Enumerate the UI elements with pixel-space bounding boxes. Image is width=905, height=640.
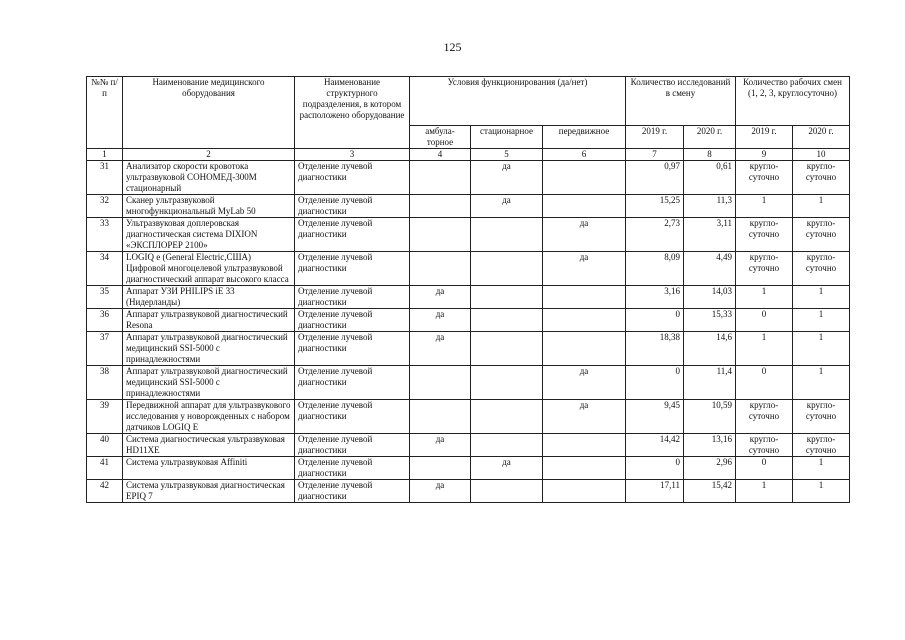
- header-studies-count: Количество исследований в смену: [626, 77, 736, 126]
- row-number: 41: [87, 457, 123, 480]
- cond-ambulatory: да: [410, 286, 471, 309]
- cond-stationary: [471, 480, 543, 503]
- cond-mobile: [543, 434, 626, 457]
- studies-2019: 18,38: [626, 332, 684, 366]
- equipment-name: Аппарат ультразвуковой диагностический Resona: [123, 309, 295, 332]
- studies-2020: 3,11: [684, 218, 736, 252]
- equipment-name: Система ультразвуковая диагностическая EPIQ 7: [123, 480, 295, 503]
- cond-stationary: [471, 332, 543, 366]
- cond-stationary: [471, 366, 543, 400]
- column-number: 3: [295, 149, 410, 161]
- studies-2020: 11,3: [684, 195, 736, 218]
- cond-stationary: да: [471, 195, 543, 218]
- equipment-name: Сканер ультразвуковой многофункциональный MyLab 50: [123, 195, 295, 218]
- cond-mobile: [543, 457, 626, 480]
- table-row: [87, 434, 850, 457]
- table-row: [87, 161, 850, 195]
- column-numbers-row: [87, 149, 850, 161]
- shifts-2019: кругло-суточно: [736, 161, 793, 195]
- cond-mobile: [543, 195, 626, 218]
- unit-name: Отделение лучевой диагностики: [295, 400, 410, 434]
- shifts-2020: 1: [793, 332, 850, 366]
- cond-ambulatory: [410, 195, 471, 218]
- header-unit-name: Наименование структурного подразделения, в котором расположено оборудование: [295, 77, 410, 149]
- table-row: [87, 309, 850, 332]
- studies-2019: 2,73: [626, 218, 684, 252]
- header-equipment-name: Наименование медицинского оборудования: [123, 77, 295, 149]
- shifts-2020: 1: [793, 195, 850, 218]
- header-studies-2020: 2020 г.: [684, 126, 736, 149]
- row-number: 32: [87, 195, 123, 218]
- cond-stationary: да: [471, 457, 543, 480]
- studies-2019: 0,97: [626, 161, 684, 195]
- cond-mobile: [543, 332, 626, 366]
- shifts-2019: 1: [736, 332, 793, 366]
- row-number: 40: [87, 434, 123, 457]
- shifts-2019: кругло-суточно: [736, 400, 793, 434]
- cond-mobile: [543, 309, 626, 332]
- row-number: 35: [87, 286, 123, 309]
- column-number: 6: [543, 149, 626, 161]
- table-row: [87, 195, 850, 218]
- equipment-name: Система ультразвуковая Affiniti: [123, 457, 295, 480]
- unit-name: Отделение лучевой диагностики: [295, 195, 410, 218]
- cond-stationary: [471, 286, 543, 309]
- header-studies-2019: 2019 г.: [626, 126, 684, 149]
- shifts-2020: 1: [793, 366, 850, 400]
- studies-2020: 10,59: [684, 400, 736, 434]
- column-number: 4: [410, 149, 471, 161]
- studies-2019: 8,09: [626, 252, 684, 286]
- equipment-name: Система диагностическая ультразвуковая HD11XE: [123, 434, 295, 457]
- equipment-name: Ультразвуковая доплеровская диагностическая система DIXION «ЭКСПЛОРЕР 2100»: [123, 218, 295, 252]
- table-row: [87, 286, 850, 309]
- cond-mobile: [543, 286, 626, 309]
- cond-ambulatory: [410, 218, 471, 252]
- equipment-name: Передвижной аппарат для ультразвукового исследования у новорожденных с набором датчиков LOGIQ E: [123, 400, 295, 434]
- cond-stationary: да: [471, 161, 543, 195]
- cond-mobile: [543, 480, 626, 503]
- cond-ambulatory: [410, 400, 471, 434]
- studies-2020: 15,33: [684, 309, 736, 332]
- shifts-2020: кругло-суточно: [793, 161, 850, 195]
- shifts-2019: кругло-суточно: [736, 434, 793, 457]
- page-number: 125: [443, 40, 462, 54]
- shifts-2020: 1: [793, 286, 850, 309]
- studies-2019: 14,42: [626, 434, 684, 457]
- cond-stationary: [471, 309, 543, 332]
- shifts-2020: 1: [793, 457, 850, 480]
- studies-2020: 15,42: [684, 480, 736, 503]
- header-shifts-2019: 2019 г.: [736, 126, 793, 149]
- unit-name: Отделение лучевой диагностики: [295, 366, 410, 400]
- cond-stationary: [471, 434, 543, 457]
- header-shifts-count: Количество рабочих смен (1, 2, 3, круглосуточно): [736, 77, 850, 126]
- studies-2020: 2,96: [684, 457, 736, 480]
- row-number: 31: [87, 161, 123, 195]
- equipment-name: Аппарат ультразвуковой диагностический медицинский SSI-5000 с принадлежностями: [123, 332, 295, 366]
- column-number: 8: [684, 149, 736, 161]
- header-cond-ambulatory: амбула-торное: [410, 126, 471, 149]
- column-number: 7: [626, 149, 684, 161]
- shifts-2019: 1: [736, 286, 793, 309]
- table-row: [87, 252, 850, 286]
- studies-2019: 0: [626, 309, 684, 332]
- studies-2020: 14,6: [684, 332, 736, 366]
- row-number: 39: [87, 400, 123, 434]
- studies-2019: 3,16: [626, 286, 684, 309]
- studies-2019: 17,11: [626, 480, 684, 503]
- cond-stationary: [471, 252, 543, 286]
- cond-mobile: да: [543, 400, 626, 434]
- shifts-2019: кругло-суточно: [736, 218, 793, 252]
- shifts-2019: 0: [736, 366, 793, 400]
- unit-name: Отделение лучевой диагностики: [295, 309, 410, 332]
- unit-name: Отделение лучевой диагностики: [295, 286, 410, 309]
- unit-name: Отделение лучевой диагностики: [295, 161, 410, 195]
- column-number: 10: [793, 149, 850, 161]
- row-number: 37: [87, 332, 123, 366]
- header-cond-mobile: передвижное: [543, 126, 626, 149]
- cond-ambulatory: да: [410, 480, 471, 503]
- row-number: 42: [87, 480, 123, 503]
- equipment-name: Анализатор скорости кровотока ультразвуковой СОНОМЕД-300М стационарный: [123, 161, 295, 195]
- shifts-2019: кругло-суточно: [736, 252, 793, 286]
- shifts-2020: кругло-суточно: [793, 400, 850, 434]
- cond-mobile: да: [543, 218, 626, 252]
- cond-ambulatory: [410, 457, 471, 480]
- header-cond-stationary: стационарное: [471, 126, 543, 149]
- header-conditions: Условия функционирования (да/нет): [410, 77, 626, 126]
- shifts-2020: 1: [793, 480, 850, 503]
- row-number: 38: [87, 366, 123, 400]
- shifts-2019: 1: [736, 195, 793, 218]
- column-number: 5: [471, 149, 543, 161]
- unit-name: Отделение лучевой диагностики: [295, 332, 410, 366]
- shifts-2020: кругло-суточно: [793, 218, 850, 252]
- column-number: 1: [87, 149, 123, 161]
- header-shifts-2020: 2020 г.: [793, 126, 850, 149]
- studies-2019: 0: [626, 366, 684, 400]
- shifts-2020: кругло-суточно: [793, 252, 850, 286]
- cond-stationary: [471, 218, 543, 252]
- column-number: 9: [736, 149, 793, 161]
- studies-2019: 0: [626, 457, 684, 480]
- table-row: [87, 366, 850, 400]
- equipment-name: Аппарат ультразвуковой диагностический медицинский SSI-5000 с принадлежностями: [123, 366, 295, 400]
- unit-name: Отделение лучевой диагностики: [295, 434, 410, 457]
- unit-name: Отделение лучевой диагностики: [295, 480, 410, 503]
- shifts-2019: 0: [736, 309, 793, 332]
- cond-stationary: [471, 400, 543, 434]
- shifts-2020: кругло-суточно: [793, 434, 850, 457]
- unit-name: Отделение лучевой диагностики: [295, 457, 410, 480]
- table-row: [87, 480, 850, 503]
- cond-ambulatory: [410, 252, 471, 286]
- cond-ambulatory: да: [410, 434, 471, 457]
- header-num: №№ п/п: [87, 77, 123, 149]
- table-row: [87, 332, 850, 366]
- equipment-name: Аппарат УЗИ PHILIPS iE 33 (Нидерланды): [123, 286, 295, 309]
- table-row: [87, 457, 850, 480]
- shifts-2020: 1: [793, 309, 850, 332]
- studies-2019: 15,25: [626, 195, 684, 218]
- unit-name: Отделение лучевой диагностики: [295, 252, 410, 286]
- studies-2020: 0,61: [684, 161, 736, 195]
- cond-mobile: да: [543, 366, 626, 400]
- column-number: 2: [123, 149, 295, 161]
- equipment-name: LOGIQ e (General Electric,США) Цифровой многоцелевой ультразвуковой диагностический аппарат высокого класса: [123, 252, 295, 286]
- cond-ambulatory: да: [410, 332, 471, 366]
- unit-name: Отделение лучевой диагностики: [295, 218, 410, 252]
- cond-ambulatory: [410, 366, 471, 400]
- cond-mobile: [543, 161, 626, 195]
- studies-2020: 14,03: [684, 286, 736, 309]
- studies-2020: 11,4: [684, 366, 736, 400]
- table-row: [87, 218, 850, 252]
- shifts-2019: 1: [736, 480, 793, 503]
- shifts-2019: 0: [736, 457, 793, 480]
- equipment-table: [86, 76, 850, 503]
- cond-ambulatory: [410, 161, 471, 195]
- cond-ambulatory: да: [410, 309, 471, 332]
- studies-2019: 9,45: [626, 400, 684, 434]
- studies-2020: 13,16: [684, 434, 736, 457]
- cond-mobile: да: [543, 252, 626, 286]
- table-row: [87, 400, 850, 434]
- row-number: 34: [87, 252, 123, 286]
- studies-2020: 4,49: [684, 252, 736, 286]
- row-number: 33: [87, 218, 123, 252]
- row-number: 36: [87, 309, 123, 332]
